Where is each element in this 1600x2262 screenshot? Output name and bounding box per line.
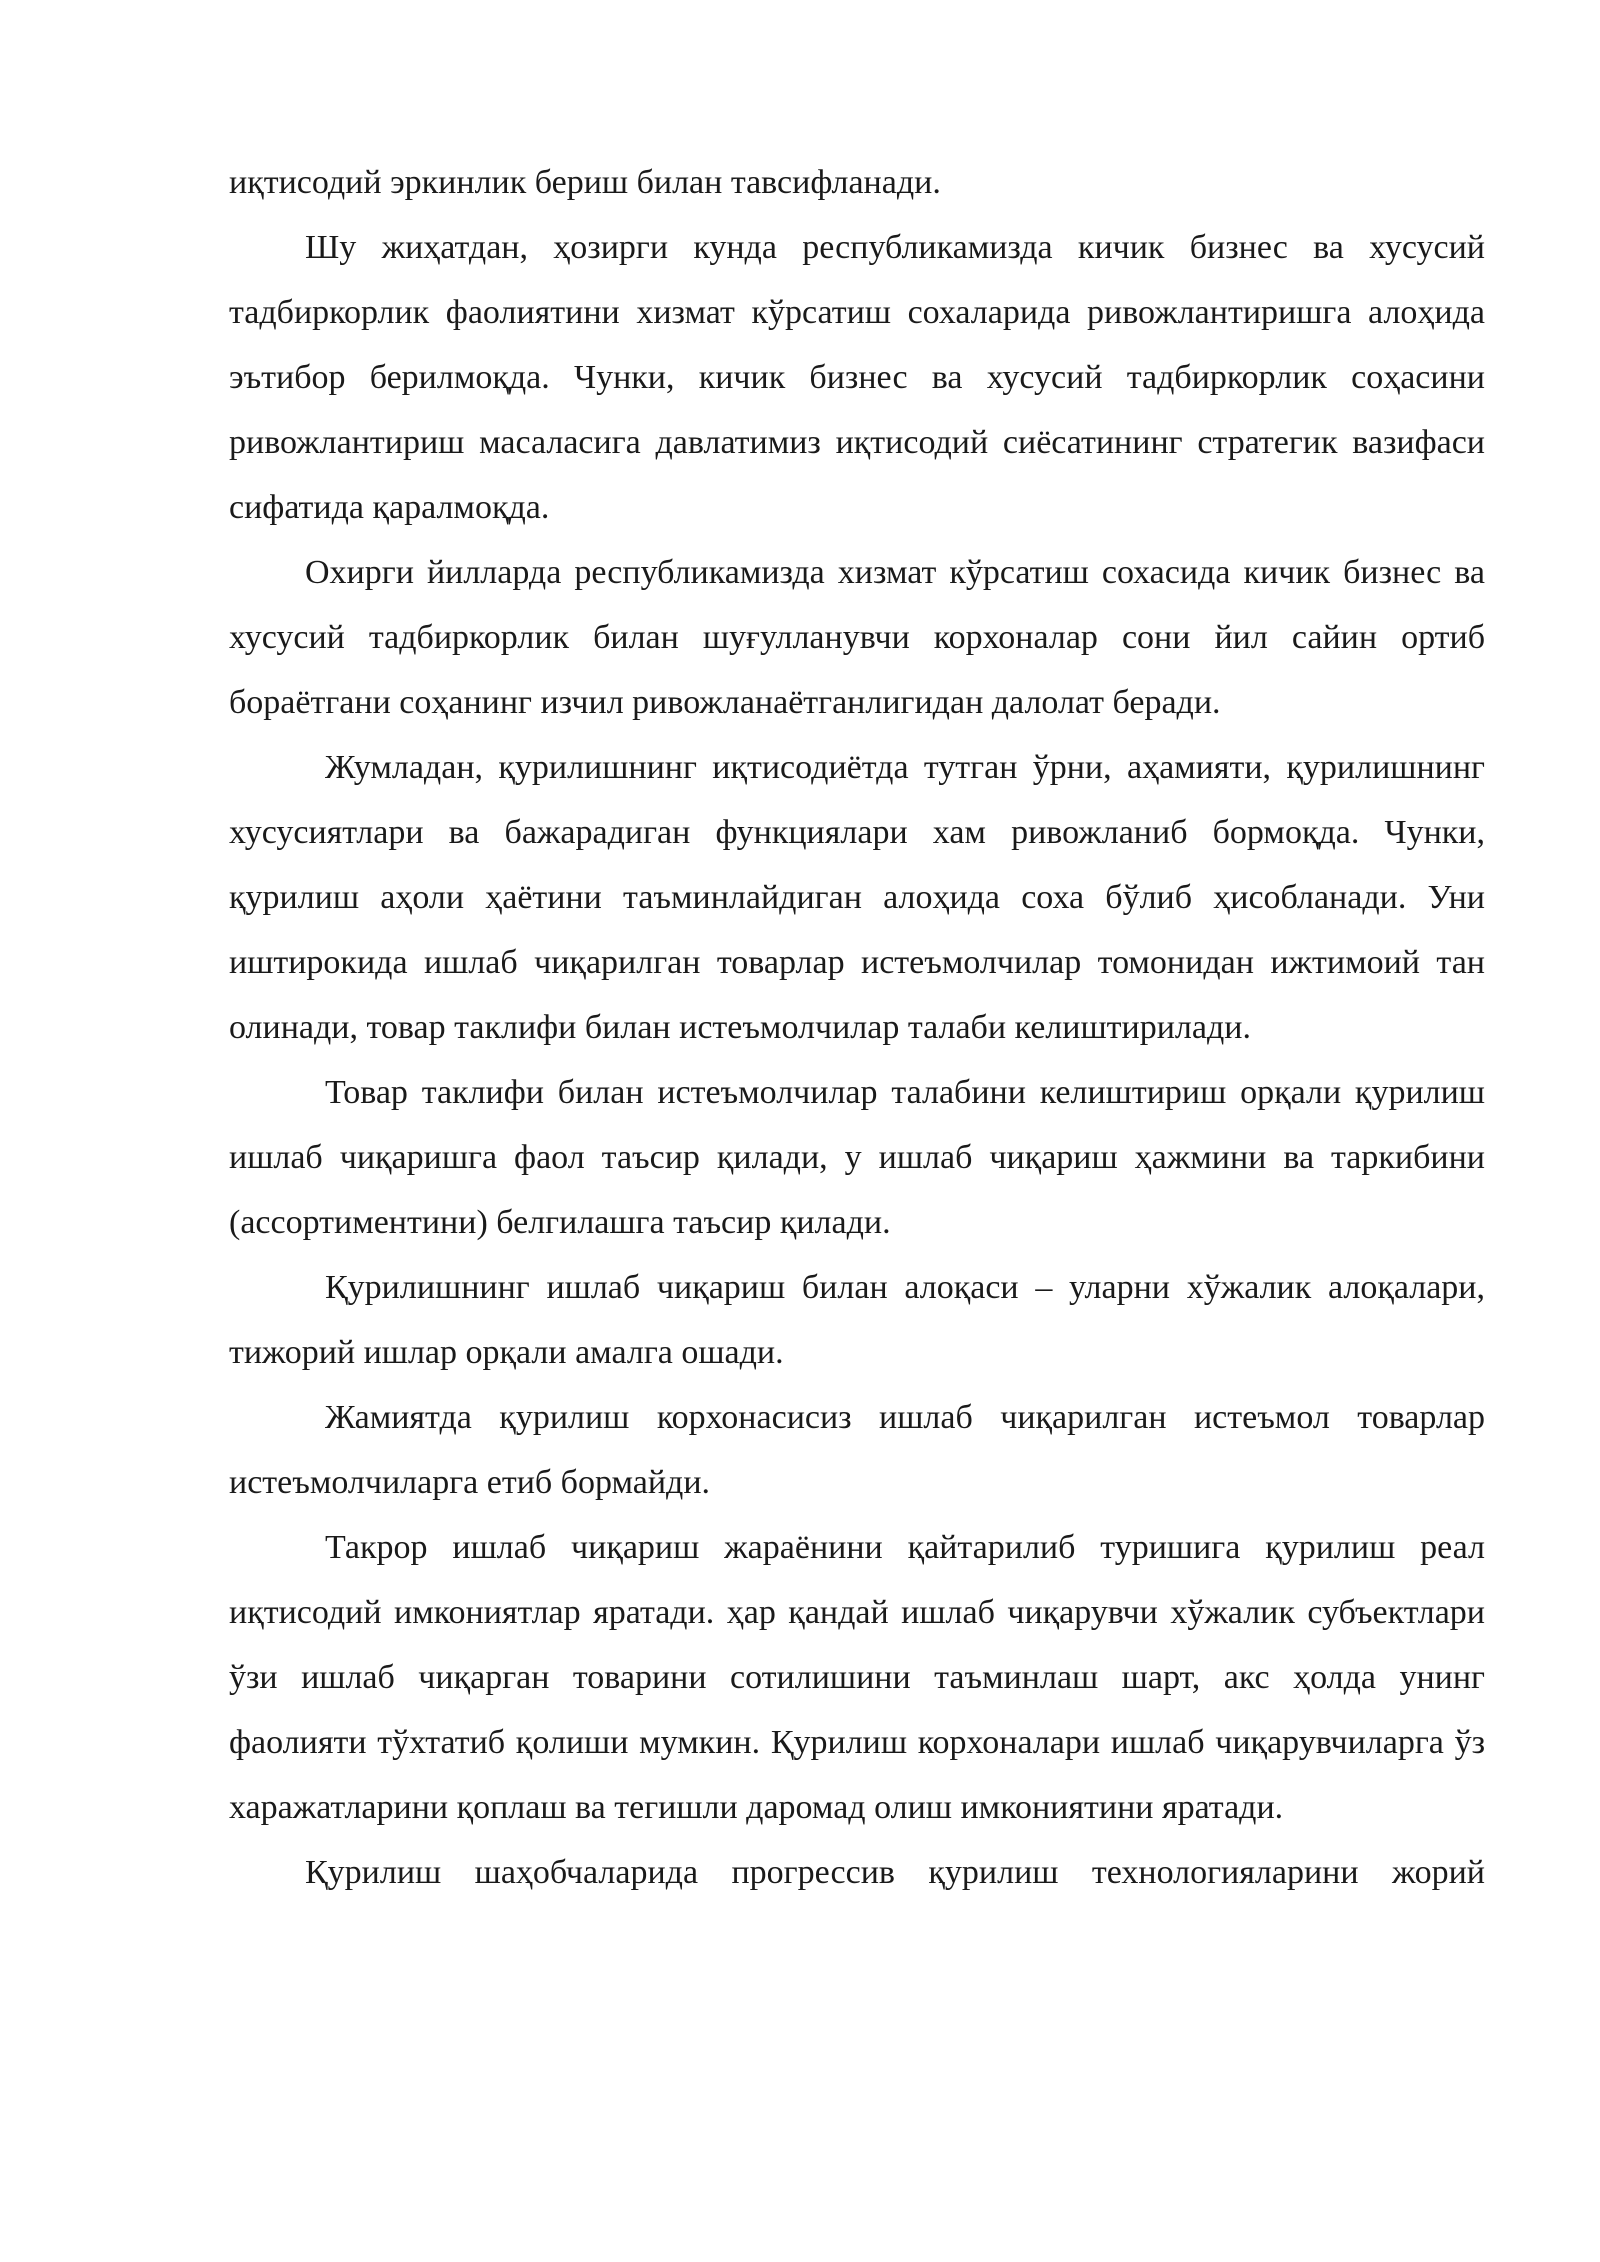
paragraph: Товар таклифи билан истеъмолчилар талабини келиштириш орқали қурилиш ишлаб чиқаришга фаол таъсир қилади, у ишлаб чиқариш ҳажмини ва таркибини (ассортиментини) белгилашга таъсир қилади. xyxy=(229,1074,1485,1241)
paragraph: Такрор ишлаб чиқариш жараёнини қайтарилиб туришига қурилиш реал иқтисодий имкониятлар яратади. ҳар қандай ишлаб чиқарувчи хўжалик субъектлари ўзи ишлаб чиқарган товарини сотилишини таъминлаш шарт, акс ҳолда унинг фаолияти тўхтатиб қолиши мумкин. Қурилиш корхоналари ишлаб чиқарувчиларга ўз харажатларини қоплаш ва тегишли даромад олиш имкониятини яратади. xyxy=(229,1529,1485,1826)
paragraph: Охирги йилларда республикамизда хизмат кўрсатиш сохасида кичик бизнес ва хусусий тадбиркорлик билан шуғулланувчи корхоналар сони йил сайин ортиб бораётгани соҳанинг изчил ривожланаётганлигидан далолат беради. xyxy=(229,554,1485,721)
paragraph: Жамиятда қурилиш корхонасисиз ишлаб чиқарилган истеъмол товарлар истеъмолчиларга етиб бормайди. xyxy=(229,1399,1485,1501)
paragraph: Жумладан, қурилишнинг иқтисодиётда тутган ўрни, аҳамияти, қурилишнинг хусусиятлари ва бажарадиган функциялари хам ривожланиб бормоқда. Чунки, қурилиш аҳоли ҳаётини таъминлайдиган алоҳида соха бўлиб ҳисобланади. Уни иштирокида ишлаб чиқарилган товарлар истеъмолчилар томонидан ижтимоий тан олинади, товар таклифи билан истеъмолчилар талаби келиштирилади. xyxy=(229,749,1485,1046)
document-body xyxy=(229,150,1485,1905)
paragraph: Шу жиҳатдан, ҳозирги кунда республикамизда кичик бизнес ва хусусий тадбиркорлик фаолиятини хизмат кўрсатиш сохаларида ривожлантиришга алоҳида эътибор берилмоқда. Чунки, кичик бизнес ва хусусий тадбиркорлик соҳасини ривожлантириш масаласига давлатимиз иқтисодий сиёсатининг стратегик вазифаси сифатида қаралмоқда. xyxy=(229,229,1485,526)
paragraph-continues: Қурилиш шаҳобчаларида прогрессив қурилиш технологияларини жорий xyxy=(305,1854,1485,1891)
paragraph-continuation: иқтисодий эркинлик бериш билан тавсифланади. xyxy=(229,164,941,201)
paragraph: Қурилишнинг ишлаб чиқариш билан алоқаси – уларни хўжалик алоқалари, тижорий ишлар орқали амалга ошади. xyxy=(229,1269,1485,1371)
